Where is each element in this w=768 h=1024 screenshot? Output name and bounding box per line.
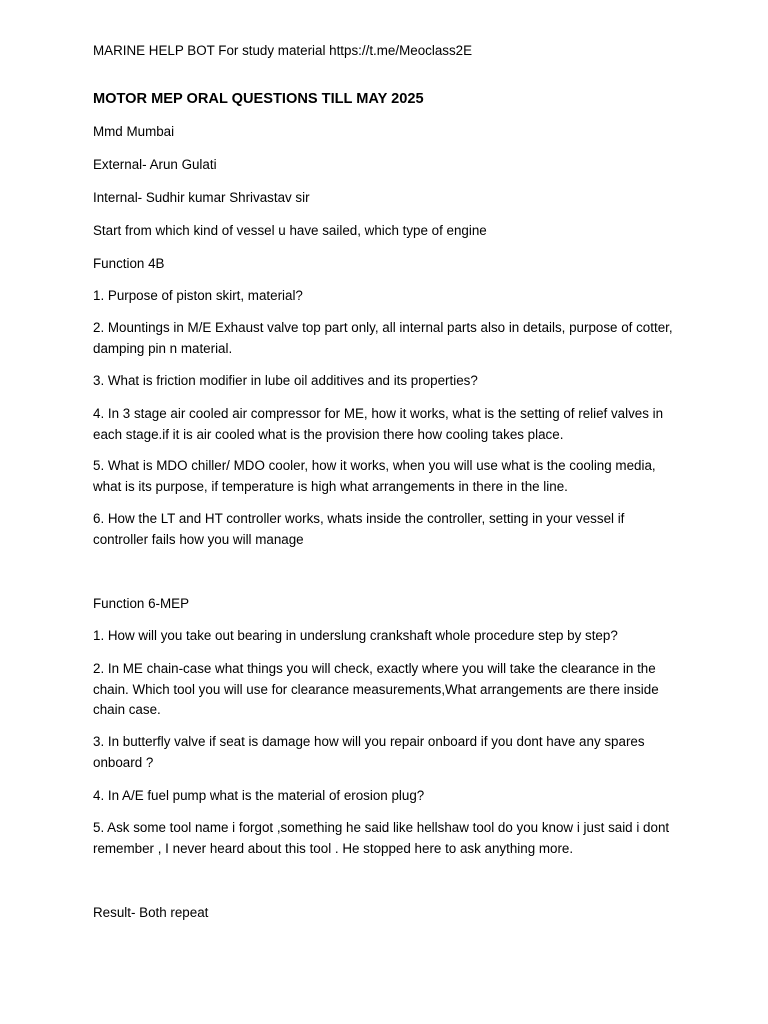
section-heading-6: Function 6-MEP xyxy=(93,596,190,611)
question-item: 6. How the LT and HT controller works, whats inside the controller, setting in your vessel if controller fails how you will manage xyxy=(93,511,625,547)
section-heading-4b: Function 4B xyxy=(93,256,165,271)
question-item: 3. What is friction modifier in lube oil additives and its properties? xyxy=(93,373,478,388)
question-item: 4. In 3 stage air cooled air compressor for ME, how it works, what is the setting of relief valves in each stage.if it is air cooled what is the provision there how cooling takes place. xyxy=(93,406,664,442)
question-item: 2. In ME chain-case what things you will check, exactly where you will take the clearance in the chain. Which tool you will use for clearance measurements,What arrangements are there inside chain case. xyxy=(93,661,659,717)
question-item: 2. Mountings in M/E Exhaust valve top part only, all internal parts also in details, purpose of cotter, damping pin n material. xyxy=(93,320,673,356)
info-venue: Mmd Mumbai xyxy=(93,124,175,139)
question-item: 5. What is MDO chiller/ MDO cooler, how it works, when you will use what is the cooling media, what is its purpose, if temperature is high what arrangements in there in the line. xyxy=(93,458,656,494)
question-item: 1. How will you take out bearing in underslung crankshaft whole procedure step by step? xyxy=(93,628,618,643)
info-intro: Start from which kind of vessel u have sailed, which type of engine xyxy=(93,223,487,238)
question-item: 1. Purpose of piston skirt, material? xyxy=(93,288,303,303)
document-title: MOTOR MEP ORAL QUESTIONS TILL MAY 2025 xyxy=(93,91,424,107)
info-internal: Internal- Sudhir kumar Shrivastav sir xyxy=(93,190,310,205)
info-external: External- Arun Gulati xyxy=(93,157,217,172)
result-line: Result- Both repeat xyxy=(93,905,209,920)
page-header: MARINE HELP BOT For study material https://t.me/Meoclass2E xyxy=(93,43,473,58)
question-item: 4. In A/E fuel pump what is the material of erosion plug? xyxy=(93,788,425,803)
question-item: 3. In butterfly valve if seat is damage how will you repair onboard if you dont have any spares onboard ? xyxy=(93,734,645,770)
question-item: 5. Ask some tool name i forgot ,something he said like hellshaw tool do you know i just said i dont remember , I never heard about this tool . He stopped here to ask anything more. xyxy=(93,820,670,856)
